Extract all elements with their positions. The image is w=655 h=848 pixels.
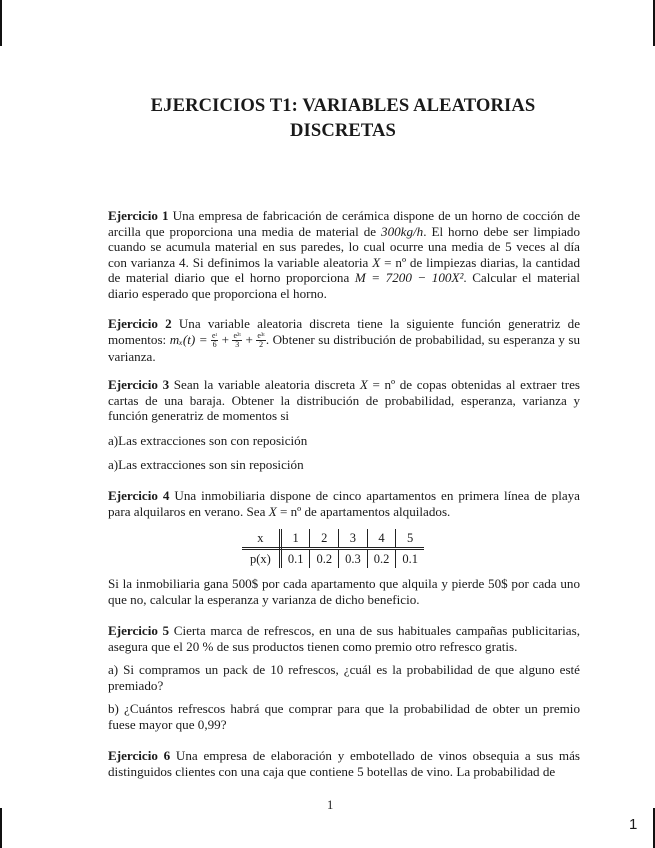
table-cell: 0.1 [280, 549, 310, 569]
exercise-3-item-b: a)Las extracciones son sin reposición [108, 457, 304, 473]
exercise-1-label: Ejercicio 1 [108, 208, 169, 223]
exercise-3: Ejercicio 3 Sean la variable aleatoria discreta X = nº de copas obtenidas al extraer tres cartas de una baraja. Obtener la distribución de probabilidad, esperanza, varianza y función generatriz de momentos si a)Las extracciones son con reposición a)Las extracciones son sin reposición [108, 377, 580, 473]
viewer-page-indicator: 1 [629, 816, 638, 833]
exercise-3-label: Ejercicio 3 [108, 377, 170, 392]
title-line-2: DISCRETAS [290, 120, 396, 141]
exercise-6-label: Ejercicio 6 [108, 748, 171, 763]
mgf-formula: mₓ(t) = [169, 331, 212, 347]
exercise-6: Ejercicio 6 Una empresa de elaboración y embotellado de vinos obsequia a sus más distinguidos clientes con una caja que contiene 5 botellas de vino. La probabilidad de [108, 748, 580, 779]
table-row-p [242, 549, 424, 569]
exercise-5: Ejercicio 5 Cierta marca de refrescos, en una de sus habituales campañas publicitarias, asegura que el 20 % de sus productos tienen como premio otro refresco gratis. a) Si compramos un pack de 10 refrescos, ¿cuál es la probabilidad de que alguno esté premiado? b) ¿Cuántos refrescos habrá que comprar para que la probabilidad de obter un premio fuese mayor que 0,99? [108, 623, 580, 732]
title-line-1: EJERCICIOS T1: VARIABLES ALEATORIAS [150, 95, 536, 116]
document-title [108, 93, 578, 143]
exercise-5-item-b: b) ¿Cuántos refrescos habrá que comprar para que la probabilidad de obter un premio fuese mayor que 0,99? [108, 701, 580, 732]
exercise-2: Ejercicio 2 Una variable aleatoria discreta tiene la siguiente función generatriz de momentos: mₓ(t) = $\frac{\text{eᵗ}}{6}$ + $\frac{\text{e²ᵗ}}{3}$ + $\frac{\text{e³ᵗ}}{2}$ . Obtener su distribución de probabilidad, su esperanza y su varianza. [108, 316, 581, 365]
crop-mark-top-left [0, 0, 2, 46]
table-cell: 3 [339, 529, 368, 549]
table-cell: 4 [367, 529, 396, 549]
table-cell: 0.3 [339, 549, 368, 569]
exercise-1: Ejercicio 1 Una empresa de fabricación de cerámica dispone de un horno de cocción de arcilla que proporciona una media de material de 300kg/h. El horno debe ser limpiado cuando se acumula material en sus paredes, lo cual ocurre una media de 5 veces al día con varianza 4. Si definimos la variable aleatoria X = nº de limpiezas diarias, la cantidad de material diario que el horno proporciona M = 7200 − 100X². Calcular el material diario esperado que proporciona el horno. [108, 208, 581, 301]
crop-mark-bottom-left [0, 808, 2, 848]
table-row-x [242, 529, 424, 549]
exercise-2-label: Ejercicio 2 [108, 316, 172, 331]
exercise-5-item-a: a) Si compramos un pack de 10 refrescos, ¿cuál es la probabilidad de que alguno esté premiado? [108, 662, 580, 693]
table-cell: 5 [396, 529, 424, 549]
table-header-x: x [242, 529, 280, 549]
table-cell: 2 [310, 529, 339, 549]
exercise-5-label: Ejercicio 5 [108, 623, 170, 638]
probability-table [242, 529, 424, 568]
table-cell: 0.2 [310, 549, 339, 569]
table-header-p: p(x) [242, 549, 280, 569]
exercise-4-label: Ejercicio 4 [108, 488, 170, 503]
page-number: 1 [327, 798, 334, 812]
exercise-3-item-a: a)Las extracciones son con reposición [108, 432, 308, 448]
table-cell: 1 [280, 529, 310, 549]
table-cell: 0.2 [367, 549, 396, 569]
exercise-4: Ejercicio 4 Una inmobiliaria dispone de cinco apartamentos en primera línea de playa para alquilaros en verano. Sea X = nº de apartamentos alquilados. [108, 488, 580, 519]
table-cell: 0.1 [402, 551, 418, 566]
exercise-4-question: Si la inmobiliaria gana 500$ por cada apartamento que alquila y pierde 50$ por cada uno que no, calcular la esperanza y varianza de dicho beneficio. [108, 576, 580, 607]
